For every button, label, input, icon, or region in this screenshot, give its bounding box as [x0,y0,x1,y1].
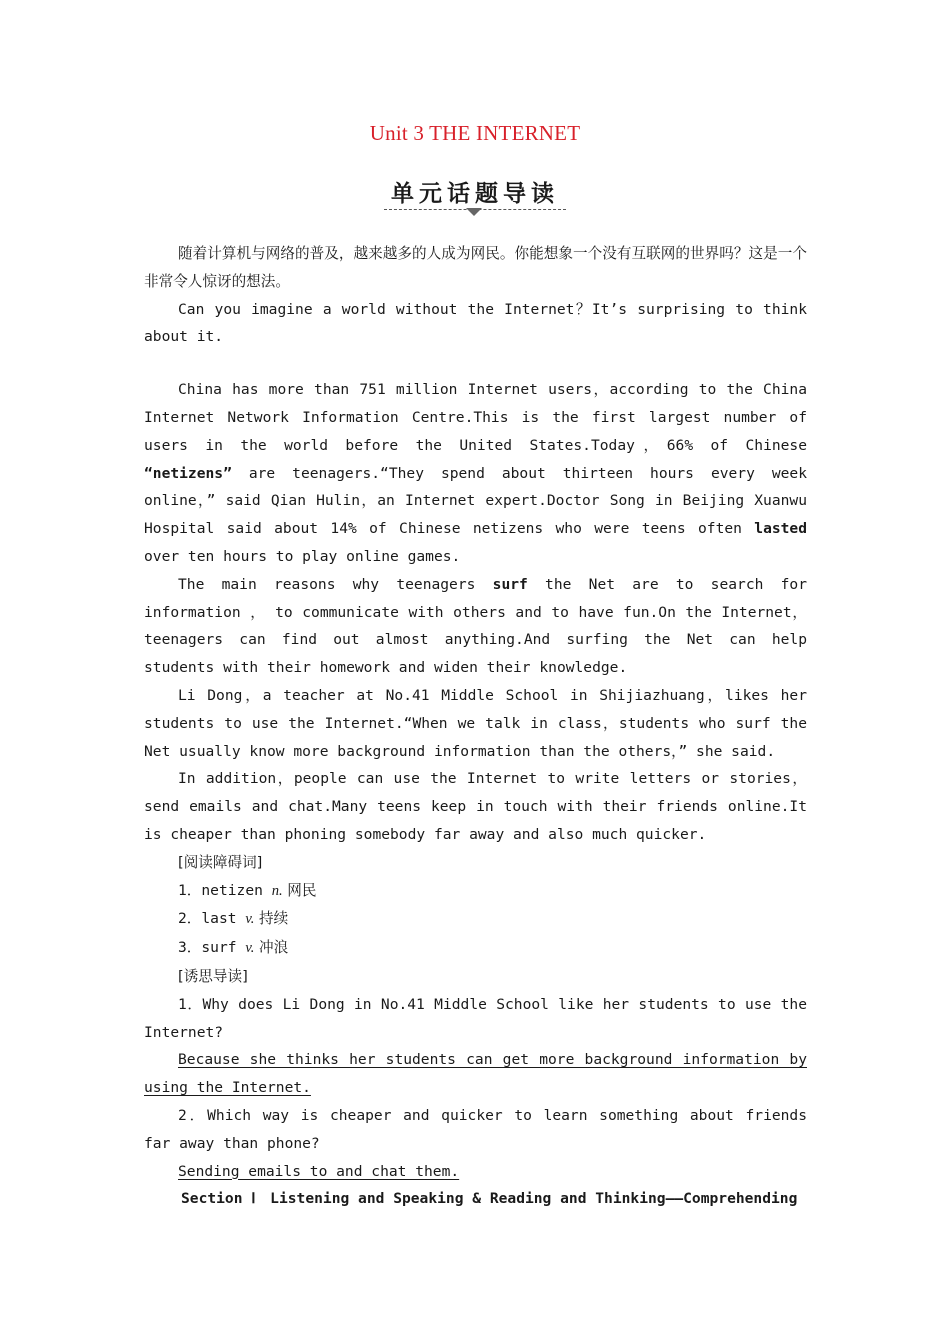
vocab-item [144,934,807,963]
vocab-meaning: 持续 [254,910,289,928]
vocab-pos: v. [245,911,255,928]
vocab-pos: n. [271,882,283,899]
vocab-number: 2． [178,910,202,928]
answer-2 [144,1158,807,1186]
questions-heading: [诱思导读] [178,967,248,985]
vocab-word: last [201,910,246,928]
vocab-number: 3． [178,939,202,957]
question-2: 2．Which way is cheaper and quicker to learn something about friends far away than phone? [144,1106,807,1152]
vocab-meaning: 网民 [282,881,317,899]
vocab-item [144,905,807,934]
keyword-netizens: “netizens” [144,464,232,482]
vocab-word: surf [201,939,246,957]
text-run: China has more than 751 million Internet users，according to the China Internet Network Information Centre.This is the first largest number of users in the world before the United States.Today，66% of Chinese [144,381,807,454]
section-heading: Section Ⅰ Listening and Speaking & Reading and Thinking——Comprehending [181,1190,798,1208]
article-paragraph-4: In addition，people can use the Internet to write letters or stories，send emails and chat.Many teens keep in touch with their friends online.It is cheaper than phoning somebody far away and also much quicker. [144,770,807,843]
banner-arrow-icon [466,208,482,216]
answer-1 [144,1046,807,1102]
vocab-word: netizen [201,881,272,899]
text-run: the Net are to search for information ， to communicate with others and to have fun.On the Internet，teenagers can find out almost anything.And surfing the Net can help students with their homework and widen their knowledge. [144,575,807,677]
article-paragraph-3: Li Dong，a teacher at No.41 Middle School in Shijiazhuang，likes her students to use the Internet.“When we talk in class，students who surf the Net usually know more background information than the others，” she said. [144,686,807,760]
question-1: 1．Why does Li Dong in No.41 Middle School like her students to use the Internet? [144,995,807,1041]
blank-line [144,351,807,376]
vocab-number: 1． [178,881,202,899]
vocab-pos: v. [245,940,255,957]
intro-chinese: 随着计算机与网络的普及，越来越多的人成为网民。你能想象一个没有互联网的世界吗？这是一个非常令人惊讶的想法。 [144,245,807,290]
vocab-item [144,877,807,906]
text-run: The main reasons why teenagers [178,575,493,593]
unit-topic-banner: 单元话题导读 [384,175,566,210]
text-run: over ten hours to play online games. [144,547,461,565]
answer-text: Sending emails to and chat them. [178,1162,460,1180]
vocab-heading: [阅读障碍词] [178,853,263,871]
document-body [144,240,807,1213]
article-paragraph-1 [144,376,807,571]
keyword-lasted: lasted [754,520,807,538]
keyword-surf: surf [492,575,528,593]
text-run: are teenagers.“They spend about thirteen hours every week online，” said Qian Hulin，an Internet expert.Doctor Song in Beijing Xuanwu Hospital said about 14% of Chinese netizens who were teens often [144,464,807,538]
article-paragraph-2 [144,571,807,682]
unit-title: Unit 3 THE INTERNET [369,121,581,145]
intro-english: Can you imagine a world without the Internet？It’s surprising to think about it. [144,300,807,346]
answer-text: Because she thinks her students can get more background information by using the Internet. [144,1051,807,1097]
vocab-meaning: 冲浪 [254,939,289,957]
